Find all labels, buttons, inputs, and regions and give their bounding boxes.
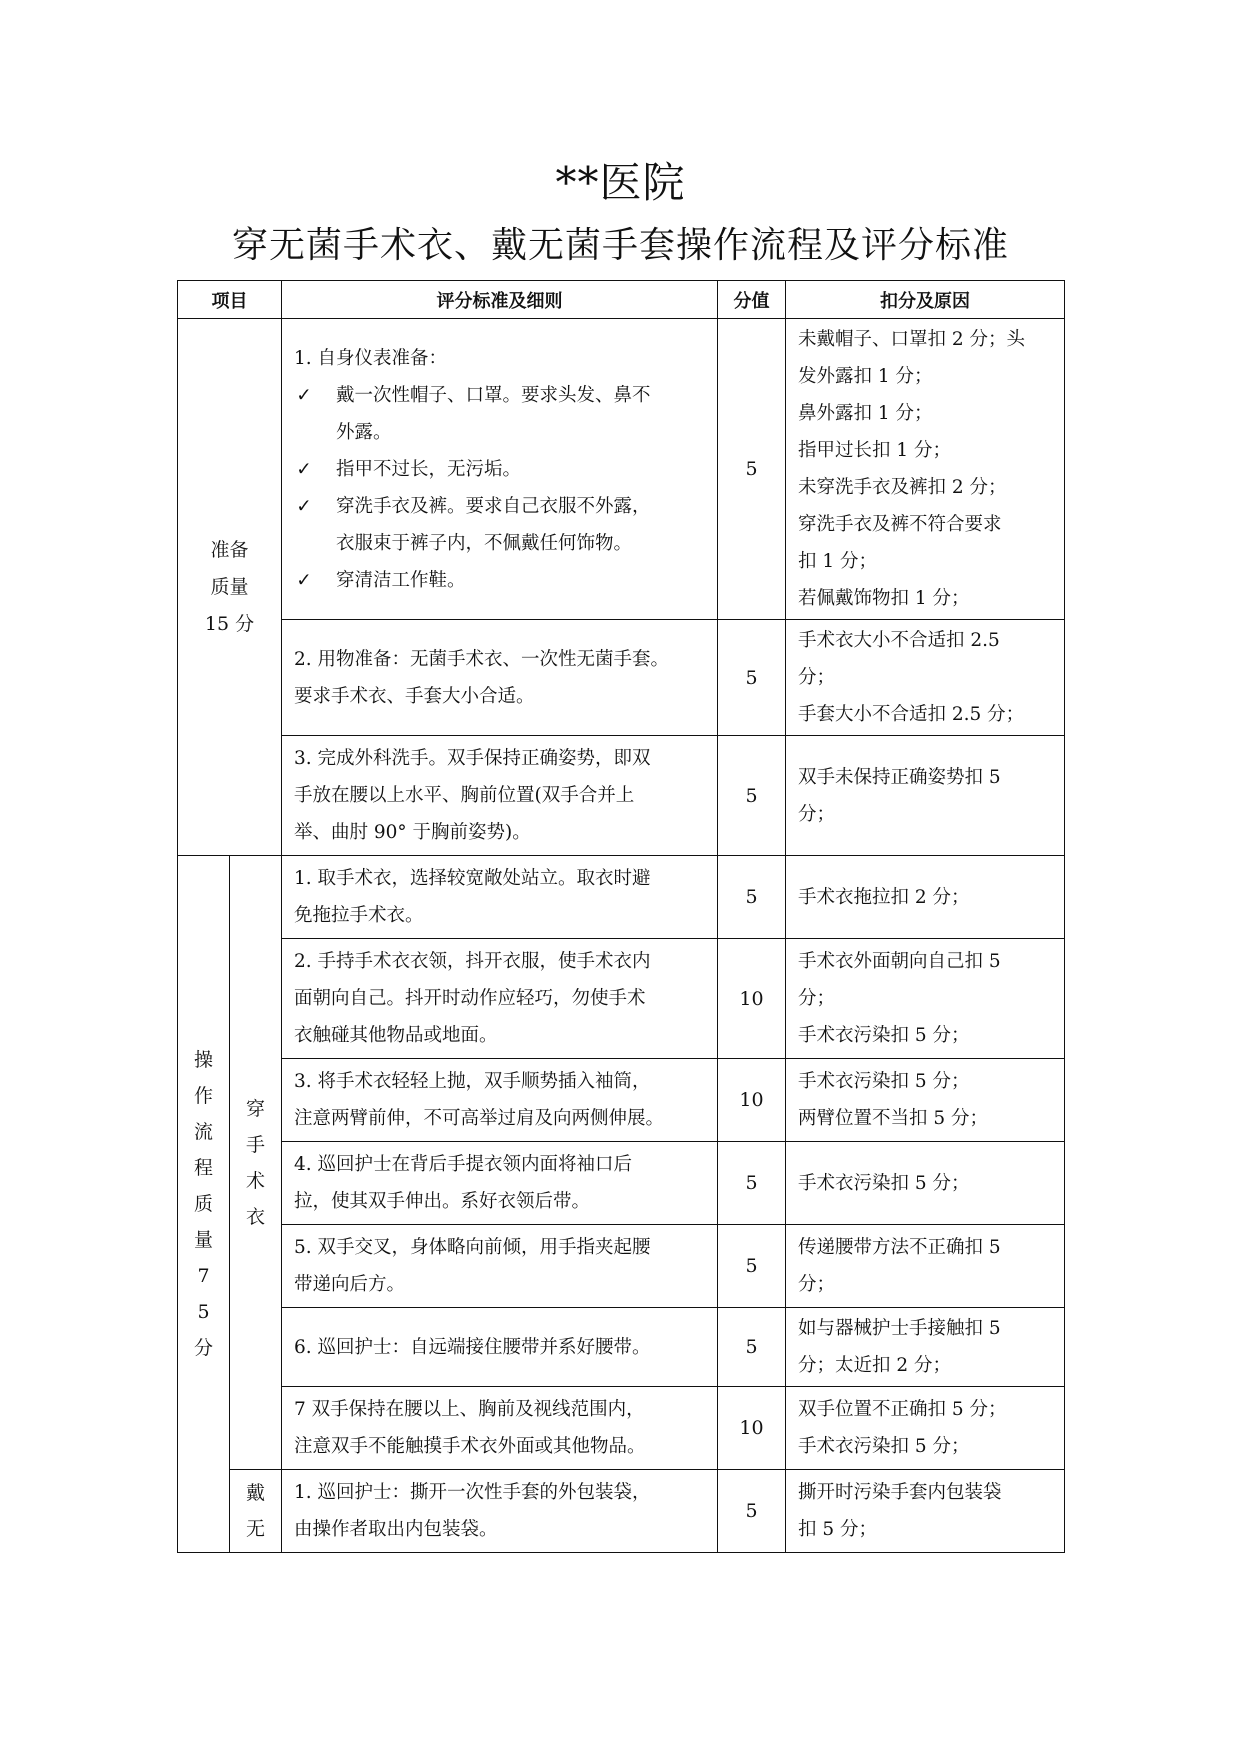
checklist-item — [294, 488, 709, 562]
criteria-line: 外露。 — [336, 421, 392, 443]
criteria-line: 6. 巡回护士：自远端接住腰带并系好腰带。 — [294, 1336, 651, 1358]
deduction-line: 手术衣污染扣 5 分； — [798, 1172, 970, 1194]
deduction-cell — [786, 1225, 1065, 1308]
criteria-line: 5. 双手交叉，身体略向前倾，用手指夹起腰 — [294, 1237, 651, 1258]
section-label-char: 分 — [193, 1337, 213, 1359]
scoring-table — [177, 280, 1065, 1553]
criteria-line: 1. 自身仪表准备： — [294, 347, 448, 369]
table-row — [178, 1225, 1065, 1308]
deduction-line: 撕开时污染手套内包装袋 — [798, 1482, 1002, 1503]
points-cell: 10 — [718, 1387, 786, 1470]
criteria-cell — [282, 939, 718, 1059]
points-cell: 5 — [718, 1142, 786, 1225]
section-label-char: 作 — [193, 1085, 213, 1107]
criteria-cell — [282, 620, 718, 736]
table-row — [178, 319, 1065, 620]
deduction-cell — [786, 1142, 1065, 1225]
deduction-line: 扣 1 分； — [798, 551, 878, 572]
subsection-label-glove — [230, 1470, 282, 1553]
table-row — [178, 1470, 1065, 1553]
document-title: **医院 — [555, 158, 686, 207]
criteria-line: 3. 完成外科洗手。双手保持正确姿势，即双 — [294, 748, 651, 769]
document-subtitle: 穿无菌手术衣、戴无菌手套操作流程及评分标准 — [231, 225, 1009, 266]
check-icon: ✓ — [296, 458, 312, 480]
deduction-line: 指甲过长扣 1 分； — [798, 440, 952, 461]
points-cell: 5 — [718, 319, 786, 620]
subsection-label-char: 手 — [245, 1133, 265, 1156]
section-label-char: 流 — [193, 1121, 213, 1143]
section-label-char: 量 — [193, 1229, 213, 1251]
section-label-ops — [178, 856, 230, 1553]
points-cell: 5 — [718, 736, 786, 856]
subsection-label-char: 戴 — [245, 1482, 265, 1504]
deduction-line: 手术衣拖拉扣 2 分； — [798, 886, 970, 908]
deduction-line: 手术衣污染扣 5 分； — [798, 1436, 970, 1457]
deduction-cell — [786, 1387, 1065, 1470]
section-label-char: 操 — [193, 1049, 213, 1071]
deduction-line: 未戴帽子、口罩扣 2 分；头 — [798, 329, 1026, 350]
points-cell: 5 — [718, 1225, 786, 1308]
deduction-cell — [786, 939, 1065, 1059]
criteria-line: 面朝向自己。抖开时动作应轻巧，勿使手术 — [294, 988, 646, 1009]
deduction-cell — [786, 1308, 1065, 1387]
criteria-cell — [282, 856, 718, 939]
criteria-line: 穿洗手衣及裤。要求自己衣服不外露， — [336, 495, 651, 517]
table-row — [178, 620, 1065, 736]
table-row — [178, 1059, 1065, 1142]
subsection-label-gown — [230, 856, 282, 1470]
criteria-cell — [282, 319, 718, 620]
section-label-line: 质量 — [210, 575, 249, 598]
check-icon: ✓ — [296, 384, 312, 406]
subsection-label-char: 衣 — [245, 1205, 265, 1228]
deduction-line: 分； — [798, 988, 836, 1009]
criteria-line: 带递向后方。 — [294, 1274, 406, 1295]
criteria-cell — [282, 1142, 718, 1225]
deduction-line: 手术衣污染扣 5 分； — [798, 1071, 970, 1092]
check-icon: ✓ — [296, 495, 312, 517]
criteria-line: 举、曲肘 90° 于胸前姿势)。 — [294, 822, 531, 843]
section-label-line: 15 分 — [204, 612, 255, 635]
deduction-line: 手术衣大小不合适扣 2.5 — [798, 630, 1000, 651]
criteria-line: 指甲不过长，无污垢。 — [336, 458, 522, 480]
section-label-char: 质 — [193, 1193, 213, 1215]
criteria-line: 戴一次性帽子、口罩。要求头发、鼻不 — [336, 384, 651, 406]
criteria-line: 拉，使其双手伸出。系好衣领后带。 — [294, 1191, 591, 1212]
section-label-char: 7 — [197, 1265, 210, 1287]
criteria-line: 注意双手不能触摸手术衣外面或其他物品。 — [294, 1436, 646, 1457]
criteria-line: 穿清洁工作鞋。 — [336, 569, 466, 591]
deduction-line: 鼻外露扣 1 分； — [798, 403, 933, 424]
checklist-item — [294, 562, 709, 599]
table-row — [178, 939, 1065, 1059]
deduction-cell — [786, 319, 1065, 620]
deduction-line: 穿洗手衣及裤不符合要求 — [798, 514, 1002, 535]
deduction-line: 扣 5 分； — [798, 1519, 878, 1540]
deduction-line: 双手位置不正确扣 5 分； — [798, 1399, 1007, 1420]
criteria-line: 1. 取手术衣，选择较宽敞处站立。取衣时避 — [294, 868, 651, 889]
deduction-line: 分；太近扣 2 分； — [798, 1355, 952, 1376]
points-cell: 10 — [718, 939, 786, 1059]
criteria-line: 由操作者取出内包装袋。 — [294, 1519, 498, 1540]
header-points: 分值 — [718, 281, 786, 319]
table-row — [178, 1308, 1065, 1387]
criteria-cell — [282, 1059, 718, 1142]
criteria-line: 4. 巡回护士在背后手提衣领内面将袖口后 — [294, 1154, 633, 1175]
check-icon: ✓ — [296, 569, 312, 591]
points-cell: 5 — [718, 620, 786, 736]
subsection-label-char: 术 — [245, 1169, 265, 1192]
subsection-label-char: 无 — [245, 1518, 265, 1540]
criteria-line: 7 双手保持在腰以上、胸前及视线范围内， — [294, 1399, 645, 1420]
table-row — [178, 1387, 1065, 1470]
criteria-line: 要求手术衣、手套大小合适。 — [294, 685, 535, 707]
table-header-row — [178, 281, 1065, 319]
points-cell: 10 — [718, 1059, 786, 1142]
deduction-line: 手术衣污染扣 5 分； — [798, 1025, 970, 1046]
deduction-line: 如与器械护士手接触扣 5 — [798, 1318, 1001, 1339]
subsection-label-char: 穿 — [245, 1097, 265, 1120]
checklist-item — [294, 451, 709, 488]
points-cell: 5 — [718, 1470, 786, 1553]
criteria-line: 衣服束于裤子内，不佩戴任何饰物。 — [336, 532, 633, 554]
table-row — [178, 1142, 1065, 1225]
deduction-cell — [786, 856, 1065, 939]
criteria-cell — [282, 1225, 718, 1308]
deduction-line: 手术衣外面朝向自己扣 5 — [798, 951, 1001, 972]
deduction-line: 若佩戴饰物扣 1 分； — [798, 588, 970, 609]
points-cell: 5 — [718, 1308, 786, 1387]
header-item: 项目 — [178, 281, 282, 319]
deduction-cell — [786, 1470, 1065, 1553]
section-label-prep — [178, 319, 282, 856]
deduction-line: 传递腰带方法不正确扣 5 — [798, 1237, 1001, 1258]
criteria-line: 2. 用物准备：无菌手术衣、一次性无菌手套。 — [294, 648, 670, 670]
criteria-line: 3. 将手术衣轻轻上抛，双手顺势插入袖筒， — [294, 1071, 651, 1092]
criteria-line: 2. 手持手术衣衣领，抖开衣服，使手术衣内 — [294, 951, 651, 972]
header-criteria: 评分标准及细则 — [282, 281, 718, 319]
deduction-cell — [786, 620, 1065, 736]
criteria-cell — [282, 1308, 718, 1387]
criteria-line: 注意两臂前伸，不可高举过肩及向两侧伸展。 — [294, 1108, 665, 1129]
deduction-cell — [786, 1059, 1065, 1142]
deduction-line: 两臂位置不当扣 5 分； — [798, 1108, 989, 1129]
checklist-item — [294, 377, 709, 451]
deduction-line: 分； — [798, 803, 836, 825]
criteria-line: 免拖拉手术衣。 — [294, 905, 424, 926]
section-label-line: 准备 — [210, 538, 249, 561]
points-cell: 5 — [718, 856, 786, 939]
criteria-cell — [282, 1387, 718, 1470]
table-row — [178, 736, 1065, 856]
criteria-cell — [282, 1470, 718, 1553]
table-row — [178, 856, 1065, 939]
deduction-line: 未穿洗手衣及裤扣 2 分； — [798, 477, 1007, 498]
deduction-line: 分； — [798, 667, 836, 688]
deduction-line: 手套大小不合适扣 2.5 分； — [798, 704, 1025, 725]
section-label-char: 程 — [193, 1157, 213, 1179]
criteria-line: 1. 巡回护士：撕开一次性手套的外包装袋， — [294, 1482, 651, 1503]
deduction-cell — [786, 736, 1065, 856]
section-label-char: 5 — [197, 1301, 210, 1323]
header-deduction: 扣分及原因 — [786, 281, 1065, 319]
deduction-line: 发外露扣 1 分； — [798, 366, 933, 387]
criteria-cell — [282, 736, 718, 856]
criteria-line: 手放在腰以上水平、胸前位置(双手合并上 — [294, 785, 635, 806]
criteria-line: 衣触碰其他物品或地面。 — [294, 1025, 498, 1046]
deduction-line: 双手未保持正确姿势扣 5 — [798, 766, 1001, 788]
deduction-line: 分； — [798, 1274, 836, 1295]
